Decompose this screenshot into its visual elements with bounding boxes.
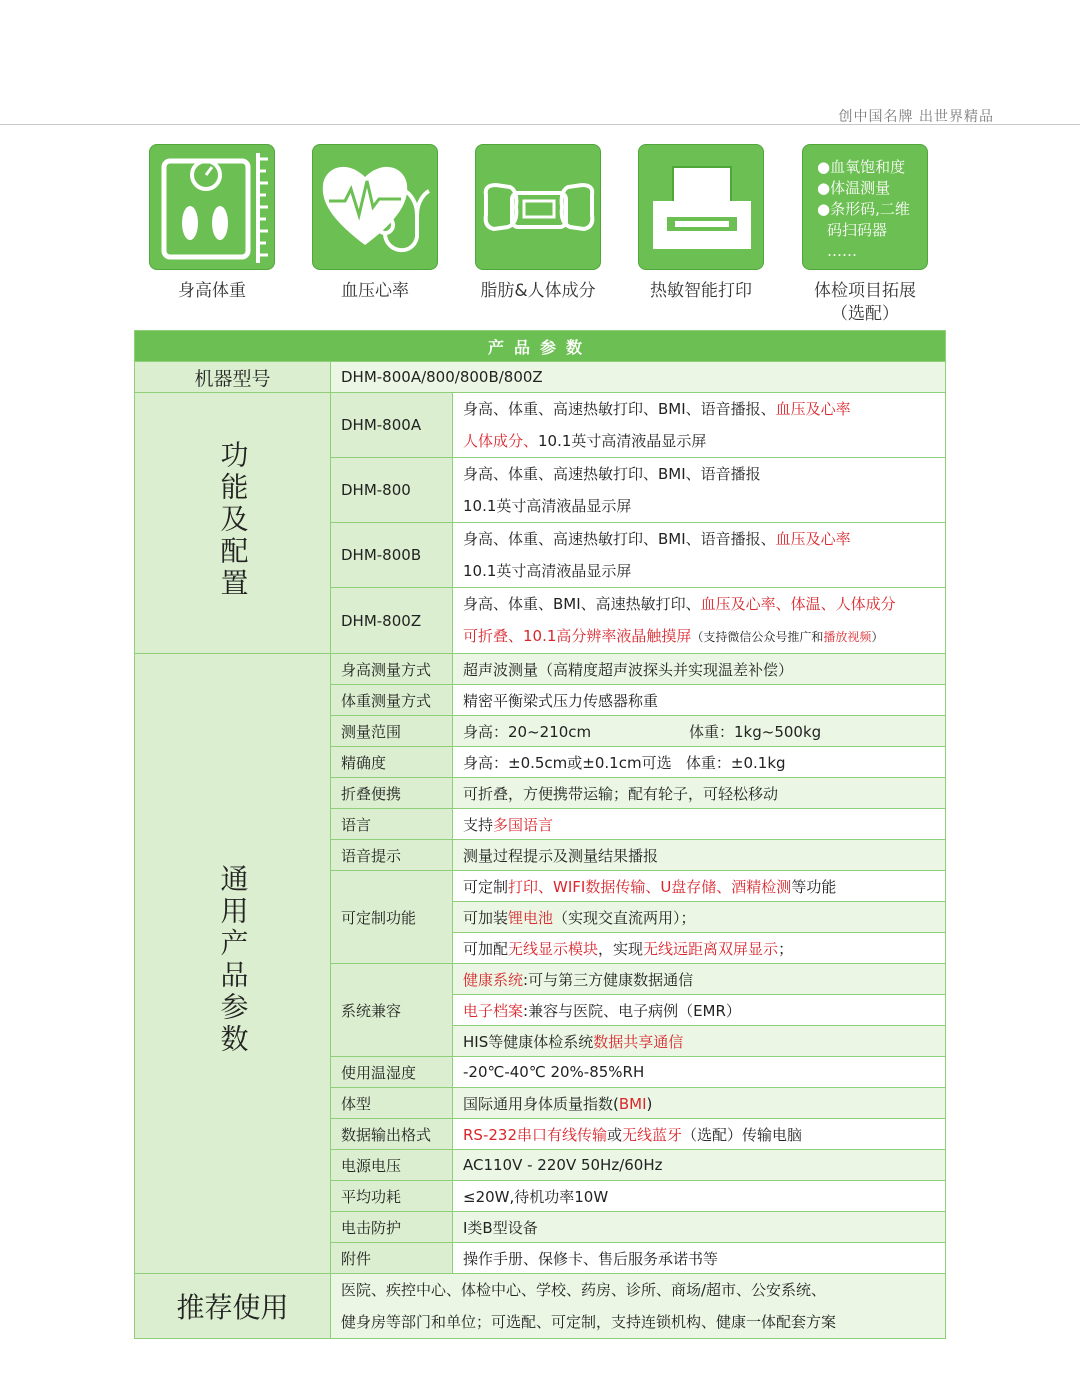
feature-label: 热敏智能打印 [650, 281, 752, 301]
config-features: 身高、体重、高速热敏打印、BMI、语音播报 10.1英寸高清液晶显示屏 [453, 458, 946, 523]
extension-item: ●血氧饱和度 [817, 158, 906, 176]
config-model: DHM-800 [331, 458, 453, 523]
param-key: 精确度 [331, 747, 453, 778]
config-model: DHM-800B [331, 523, 453, 588]
param-key: 身高测量方式 [331, 654, 453, 685]
feature-blood-pressure [312, 144, 438, 303]
general-section-label: 通用产品参数 [135, 654, 331, 1274]
param-value: 可加配无线显示模块，实现无线远距离双屏显示； [453, 933, 946, 964]
param-value: 可加装锂电池（实现交直流两用）； [453, 902, 946, 933]
body-fat-handles-icon [475, 144, 601, 270]
param-key: 数据输出格式 [331, 1119, 453, 1150]
extension-item: 码扫码器 [827, 221, 888, 239]
feature-thermal-printer [638, 144, 764, 303]
model-value: DHM-800A/800/800B/800Z [331, 362, 946, 393]
config-section-label: 功能及配置 [135, 393, 331, 654]
config-features: 身高、体重、高速热敏打印、BMI、语音播报、血压及心率 10.1英寸高清液晶显示屏 [453, 523, 946, 588]
recommend-label: 推荐使用 [135, 1274, 331, 1339]
config-model: DHM-800Z [331, 588, 453, 654]
extension-item: ●体温测量 [817, 179, 891, 197]
param-key: 语言 [331, 809, 453, 840]
feature-label-line: 体检项目拓展 [814, 281, 916, 301]
config-features: 身高、体重、高速热敏打印、BMI、语音播报、血压及心率 人体成分、10.1英寸高清液晶显示屏 [453, 393, 946, 458]
param-value: I类B型设备 [453, 1212, 946, 1243]
param-value: 身高：±0.5cm或±0.1cm可选 体重：±0.1kg [453, 747, 946, 778]
slogan: 创中国名牌 出世界精品 [838, 109, 994, 125]
feature-label: 血压心率 [341, 281, 409, 301]
param-value: ≤20W,待机功率10W [453, 1181, 946, 1212]
param-key: 电源电压 [331, 1150, 453, 1181]
heart-pulse-icon [312, 144, 438, 270]
feature-label-line: （选配） [831, 304, 899, 324]
extension-list [802, 144, 928, 270]
param-value: 精密平衡梁式压力传感器称重 [453, 685, 946, 716]
param-key: 语音提示 [331, 840, 453, 871]
param-value: 身高：20~210cm 体重：1kg~500kg [453, 716, 946, 747]
scale-icon [149, 144, 275, 270]
feature-label: 身高体重 [178, 281, 246, 301]
table-header: 产品参数 [135, 331, 946, 362]
param-key: 折叠便携 [331, 778, 453, 809]
feature-label: 脂肪&人体成分 [480, 281, 596, 301]
param-key: 体重测量方式 [331, 685, 453, 716]
param-value: 国际通用身体质量指数(BMI) [453, 1088, 946, 1119]
param-value: AC110V - 220V 50Hz/60Hz [453, 1150, 946, 1181]
model-label: 机器型号 [135, 362, 331, 393]
feature-body-fat [475, 144, 601, 303]
extension-item: …… [827, 242, 857, 260]
param-value: 可定制打印、WIFI数据传输、U盘存储、酒精检测等功能 [453, 871, 946, 902]
feature-label [802, 280, 928, 326]
extension-item: ●条形码,二维 [817, 200, 910, 218]
param-key: 系统兼容 [331, 964, 453, 1057]
param-value: 电子档案:兼容与医院、电子病例（EMR） [453, 995, 946, 1026]
recommend-value: 医院、疾控中心、体检中心、学校、药房、诊所、商场/超市、公安系统、 健身房等部门和单位；可选配、可定制，支持连锁机构、健康一体配套方案 [331, 1274, 946, 1339]
param-value: 健康系统:可与第三方健康数据通信 [453, 964, 946, 995]
param-value: 支持多国语言 [453, 809, 946, 840]
param-value: 测量过程提示及测量结果播报 [453, 840, 946, 871]
param-key: 使用温湿度 [331, 1057, 453, 1088]
param-value: 可折叠，方便携带运输；配有轮子，可轻松移动 [453, 778, 946, 809]
param-key: 平均功耗 [331, 1181, 453, 1212]
param-value: -20℃-40℃ 20%-85%RH [453, 1057, 946, 1088]
param-value: RS-232串口有线传输或无线蓝牙（选配）传输电脑 [453, 1119, 946, 1150]
param-key: 可定制功能 [331, 871, 453, 964]
param-value: 操作手册、保修卡、售后服务承诺书等 [453, 1243, 946, 1274]
thermal-printer-icon [638, 144, 764, 270]
param-key: 附件 [331, 1243, 453, 1274]
param-value: 超声波测量（高精度超声波探头并实现温差补偿） [453, 654, 946, 685]
config-model: DHM-800A [331, 393, 453, 458]
feature-extensions [802, 144, 928, 326]
param-key: 体型 [331, 1088, 453, 1119]
feature-height-weight [149, 144, 275, 303]
param-value: HIS等健康体检系统数据共享通信 [453, 1026, 946, 1057]
config-features: 身高、体重、BMI、高速热敏打印、血压及心率、体温、人体成分 可折叠、10.1高分辨率液晶触摸屏（支持微信公众号推广和播放视频） [453, 588, 946, 654]
product-spec-table [134, 330, 946, 1339]
param-key: 测量范围 [331, 716, 453, 747]
param-key: 电击防护 [331, 1212, 453, 1243]
